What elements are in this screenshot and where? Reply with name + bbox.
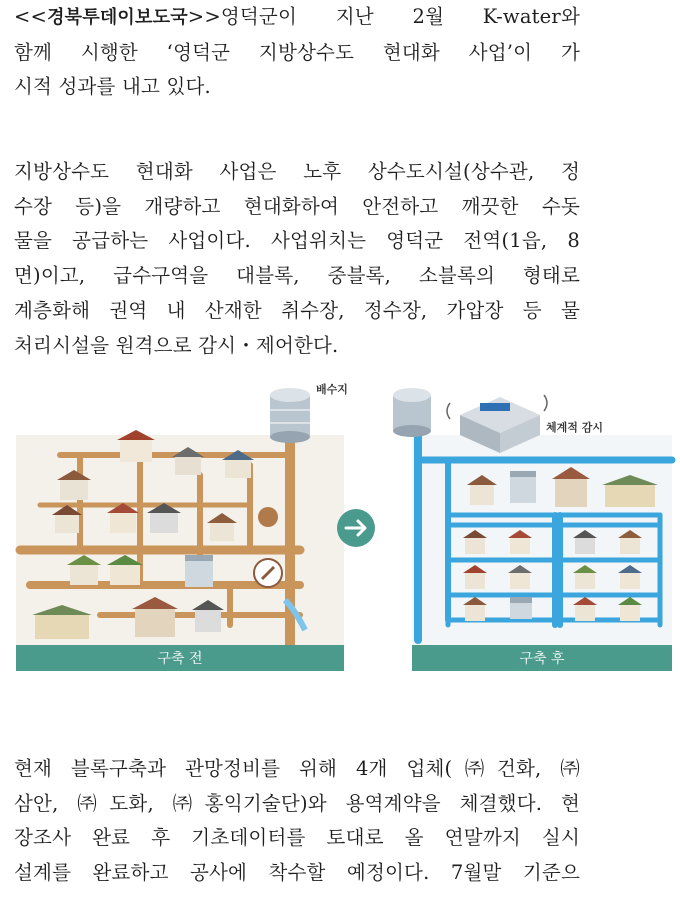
water-tank-icon [270, 388, 310, 443]
news-agency-name: 경북투데이보도국 [47, 7, 188, 28]
body-line: 면)이고, 급수구역을 대블록, 중블록, 소블록의 형태로 [14, 264, 580, 288]
paragraph-intro [14, 0, 580, 105]
body-line: 수장 등)을 개량하고 현대화하여 안전하고 깨끗한 수돗 [14, 194, 580, 218]
intro-line-1 [14, 0, 580, 36]
paragraph-contract-status [14, 752, 580, 891]
tank-label: 배수지 [316, 383, 348, 396]
body-line: 지방상수도 현대화 사업은 노후 상수도시설(상수관, 정 [14, 160, 580, 183]
intro-line-2: 함께 시행한 ‘영덕군 지방상수도 현대화 사업’이 가 [14, 40, 580, 64]
intro-line-1-text: >>영덕군이 지난 2월 K-water와 [187, 5, 580, 28]
intro-line-3: 시적 성과를 내고 있다. [14, 75, 211, 99]
bracket-open: << [14, 5, 48, 28]
before-after-illustration [0, 375, 680, 675]
arrow-right-icon [337, 509, 375, 547]
body-line: 장조사 완료 후 기초데이터를 토대로 올 연말까지 실시 [14, 826, 580, 850]
caption-after: 구축 후 [412, 645, 672, 671]
monitoring-label: 체계적 감시 [546, 421, 603, 434]
water-tank-icon [393, 388, 431, 437]
body-line: 물을 공급하는 사업이다. 사업위치는 영덕군 전역(1읍, 8 [14, 229, 580, 253]
body-line: 계층화해 권역 내 산재한 취수장, 정수장, 가압장 등 물 [14, 298, 580, 322]
body-line: 현재 블록구축과 관망정비를 위해 4개 업체(㈜건화, ㈜ [14, 757, 580, 780]
body-line: 처리시설을 원격으로 감시・제어한다. [14, 333, 339, 357]
paragraph-project-description [14, 155, 580, 363]
body-line: 삼안, ㈜도화, ㈜홍익기술단)와 용역계약을 체결했다. 현 [14, 791, 580, 815]
caption-before: 구축 전 [16, 645, 344, 671]
old-network [16, 388, 344, 645]
new-network [393, 388, 672, 645]
body-line: 설계를 완료하고 공사에 착수할 예정이다. 7월말 기준으 [14, 861, 580, 885]
